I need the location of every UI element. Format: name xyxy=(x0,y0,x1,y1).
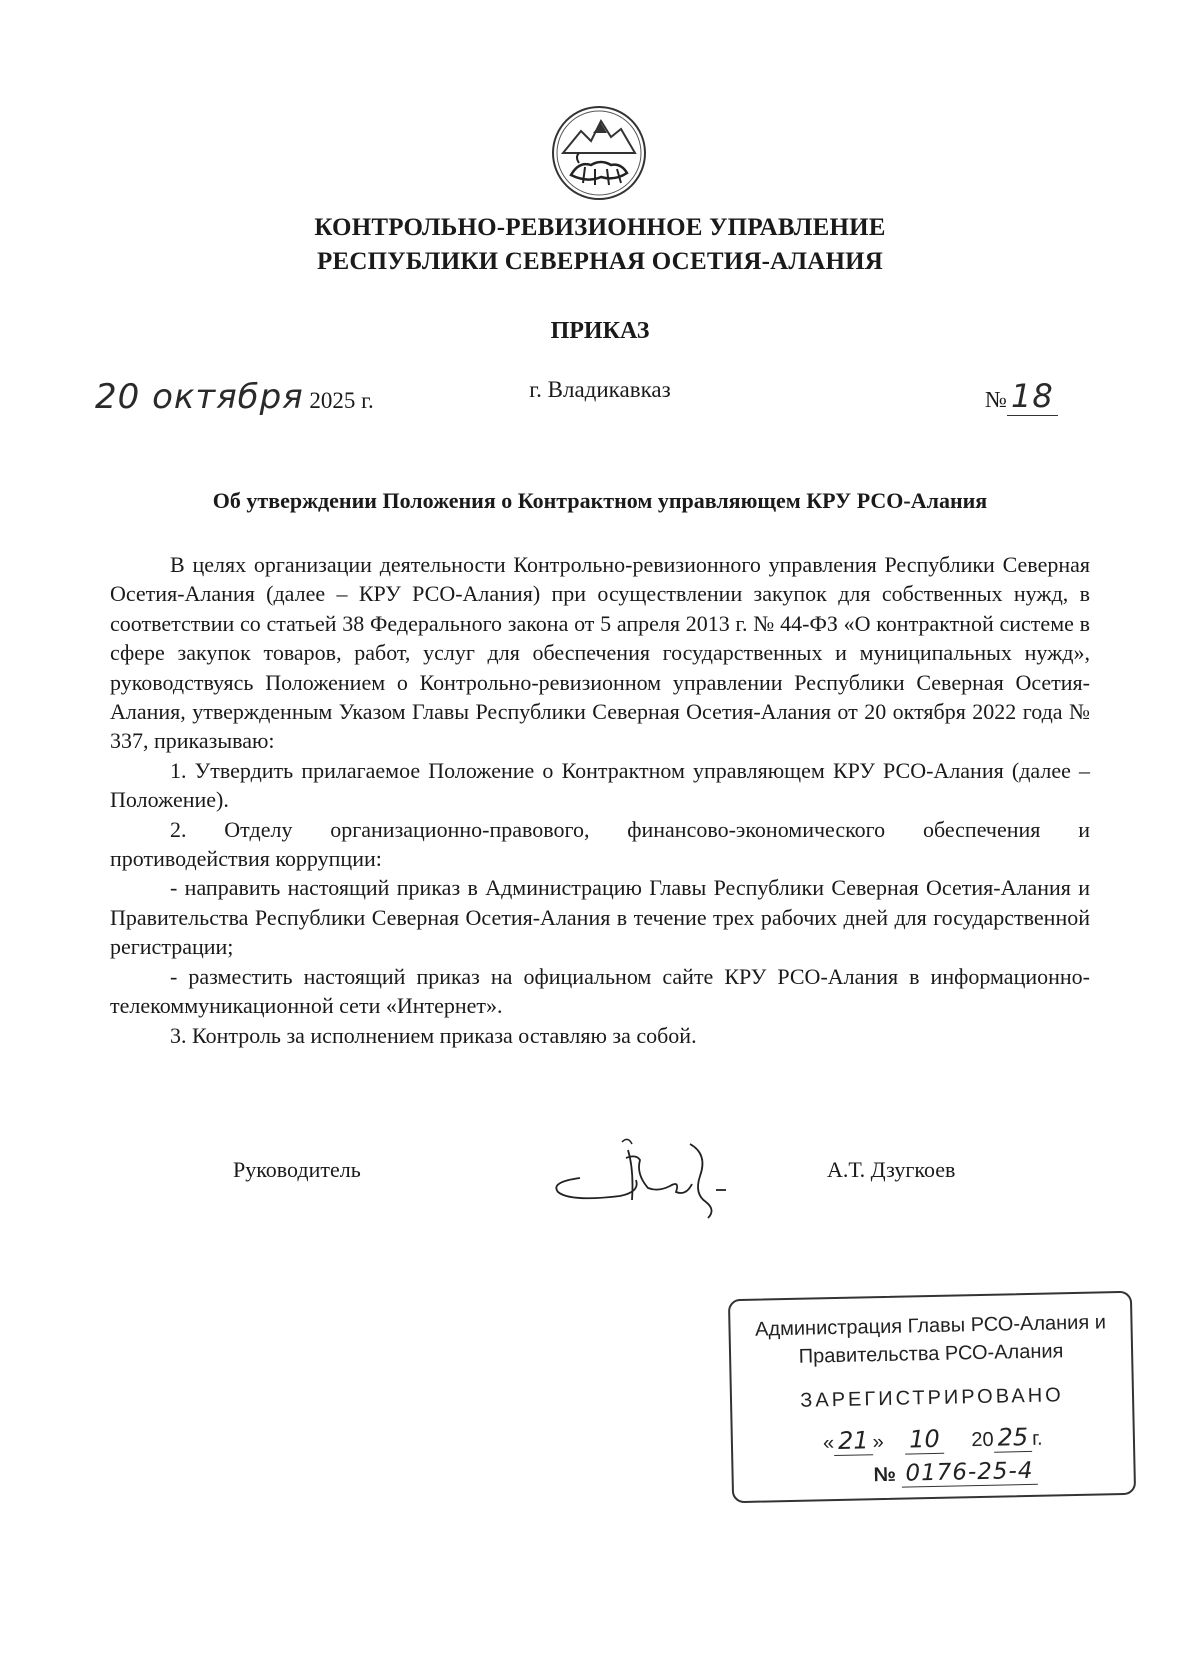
stamp-number-label: № xyxy=(873,1463,897,1487)
paragraph-item-3: 3. Контроль за исполнением приказа оставляю за собой. xyxy=(170,1022,697,1048)
paragraph-item-2: 2. Отделу организационно-правового, финансово-экономического обеспечения и противодействия коррупции: xyxy=(110,816,1090,872)
signatory-name: А.Т. Дзугкоев xyxy=(827,1157,956,1182)
order-body xyxy=(110,550,1090,1050)
stamp-day: 21 xyxy=(834,1426,873,1456)
stamp-year-suffix: 25 xyxy=(993,1423,1032,1453)
city: г. Владикавказ xyxy=(529,377,671,402)
handwritten-date: 20 октября xyxy=(95,377,304,417)
paragraph-item-2-b: - разместить настоящий приказ на официальном сайте КРУ РСО-Алания в информационно-телекоммуникационной сети «Интернет». xyxy=(110,963,1090,1019)
stamp-authority-line2: Правительства РСО-Алания xyxy=(798,1340,1064,1368)
document-type: ПРИКАЗ xyxy=(550,318,650,344)
stamp-status: ЗАРЕГИСТРИРОВАНО xyxy=(800,1384,1064,1412)
stamp-year-prefix: 20 xyxy=(971,1428,994,1452)
stamp-reg-number: 0176-25-4 xyxy=(901,1458,1038,1488)
order-number xyxy=(985,377,1058,415)
paragraph-item-2-a: - направить настоящий приказ в Администрацию Главы Республики Северная Осетия-Алания и Правительства Республики Северная Осетия-Алания в течение трех рабочих дней для государственной регистрации; xyxy=(110,875,1090,960)
signatory-role: Руководитель xyxy=(233,1157,361,1182)
order-subject: Об утверждении Положения о Контрактном управляющем КРУ РСО-Алания xyxy=(212,488,988,513)
paragraph-item-1: 1. Утвердить прилагаемое Положение о Контрактном управляющем КРУ РСО-Алания (далее – Положение). xyxy=(110,757,1090,813)
handwritten-signature xyxy=(540,1130,770,1220)
stamp-authority-line1: Администрация Главы РСО-Алания и xyxy=(754,1311,1107,1341)
paragraph-preamble: В целях организации деятельности Контрольно-ревизионного управления Республики Северная Осетия-Алания (далее – КРУ РСО-Алания) при осуществлении закупок для собственных нужд, в соответствии со статьей 38 Федерального закона от 5 апреля 2013 г. № 44-ФЗ «О контрактной системе в сфере закупок товаров, работ, услуг для обеспечения государственных и муниципальных нужд», руководствуясь Положением о Контрольно-ревизионном управлении Республики Северная Осетия-Алания, утвержденным Указом Главы Республики Северная Осетия-Алания от 20 октября 2022 года № 337, приказываю: xyxy=(110,552,1090,754)
stamp-number-row xyxy=(873,1458,1037,1487)
handwritten-number: 18 xyxy=(1007,377,1058,416)
registration-stamp xyxy=(728,1291,1136,1503)
printed-year: 2025 г. xyxy=(309,388,374,413)
organization-name-line2: РЕСПУБЛИКИ СЕВЕРНАЯ ОСЕТИЯ-АЛАНИЯ xyxy=(316,248,883,275)
coat-of-arms-emblem xyxy=(549,103,649,203)
organization-name-line1: КОНТРОЛЬНО-РЕВИЗИОННОЕ УПРАВЛЕНИЕ xyxy=(314,214,886,241)
number-label: № xyxy=(985,387,1007,412)
stamp-year-unit: г. xyxy=(1031,1427,1043,1450)
stamp-month: 10 xyxy=(905,1425,944,1455)
stamp-date-row: « 21 » 10 20 25 г. xyxy=(822,1422,1043,1455)
